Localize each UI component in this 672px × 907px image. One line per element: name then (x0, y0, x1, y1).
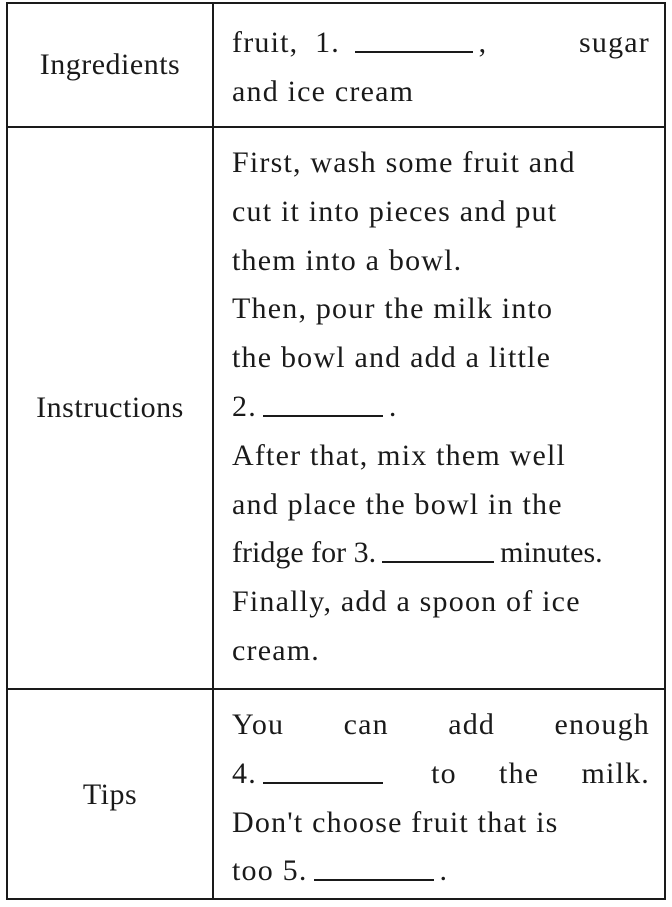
tips-line (232, 847, 650, 896)
instructions-content (214, 128, 664, 688)
tips-label: Tips (8, 690, 214, 900)
ingredients-label: Ingredients (8, 4, 214, 126)
blank-1[interactable] (355, 25, 473, 53)
instructions-line (232, 383, 650, 432)
instructions-line: and place the bowl in the (232, 487, 563, 521)
fridge-text: fridge for 3. (232, 536, 377, 570)
ingredients-comma: , (478, 26, 488, 59)
instructions-line: After that, mix them well (232, 438, 567, 472)
tips-word: add (448, 708, 496, 741)
ingredients-fruit-text (232, 19, 487, 68)
tips-line (232, 701, 650, 750)
blank-4[interactable] (263, 756, 383, 784)
minutes-text: minutes. (500, 536, 603, 570)
blank-5-number: too 5. (232, 854, 308, 888)
instructions-line (232, 529, 650, 578)
ingredients-content (214, 4, 664, 126)
instructions-line: Finally, add a spoon of ice (232, 585, 581, 619)
blank-2-number: 2. (232, 389, 257, 423)
instructions-line: them into a bowl. (232, 243, 463, 277)
instructions-line: Then, pour the milk into (232, 292, 554, 326)
blank-3[interactable] (382, 535, 494, 563)
ingredients-sugar-word: sugar (579, 26, 650, 59)
tips-content (214, 690, 664, 900)
instructions-line: First, wash some fruit and (232, 146, 576, 179)
tips-word: enough (554, 708, 650, 741)
tips-line: Don't choose fruit that is (232, 805, 559, 839)
blank-5[interactable] (314, 853, 434, 881)
tips-word: the (499, 756, 540, 790)
blank-4-group (232, 750, 389, 799)
ingredients-line: and ice cream (232, 74, 415, 108)
blank-5-period: . (439, 854, 449, 888)
blank-1-number: 1. (315, 26, 340, 59)
blank-2-period: . (388, 389, 398, 423)
tips-word: to (431, 756, 457, 790)
ingredients-row (8, 4, 664, 126)
ingredients-line (232, 19, 650, 68)
instructions-line: cut it into pieces and put (232, 194, 558, 228)
instructions-line: cream. (232, 633, 320, 667)
tips-row (8, 688, 664, 900)
ingredients-fruit-word: fruit, (232, 26, 299, 59)
tips-word: milk. (581, 756, 650, 790)
tips-word: You (232, 708, 285, 741)
instructions-row (8, 126, 664, 688)
recipe-table (6, 2, 666, 900)
instructions-line: the bowl and add a little (232, 341, 552, 375)
tips-line (232, 750, 650, 799)
tips-word: can (343, 708, 389, 741)
blank-4-number: 4. (232, 756, 257, 790)
blank-2[interactable] (263, 389, 383, 417)
instructions-label: Instructions (8, 128, 214, 688)
